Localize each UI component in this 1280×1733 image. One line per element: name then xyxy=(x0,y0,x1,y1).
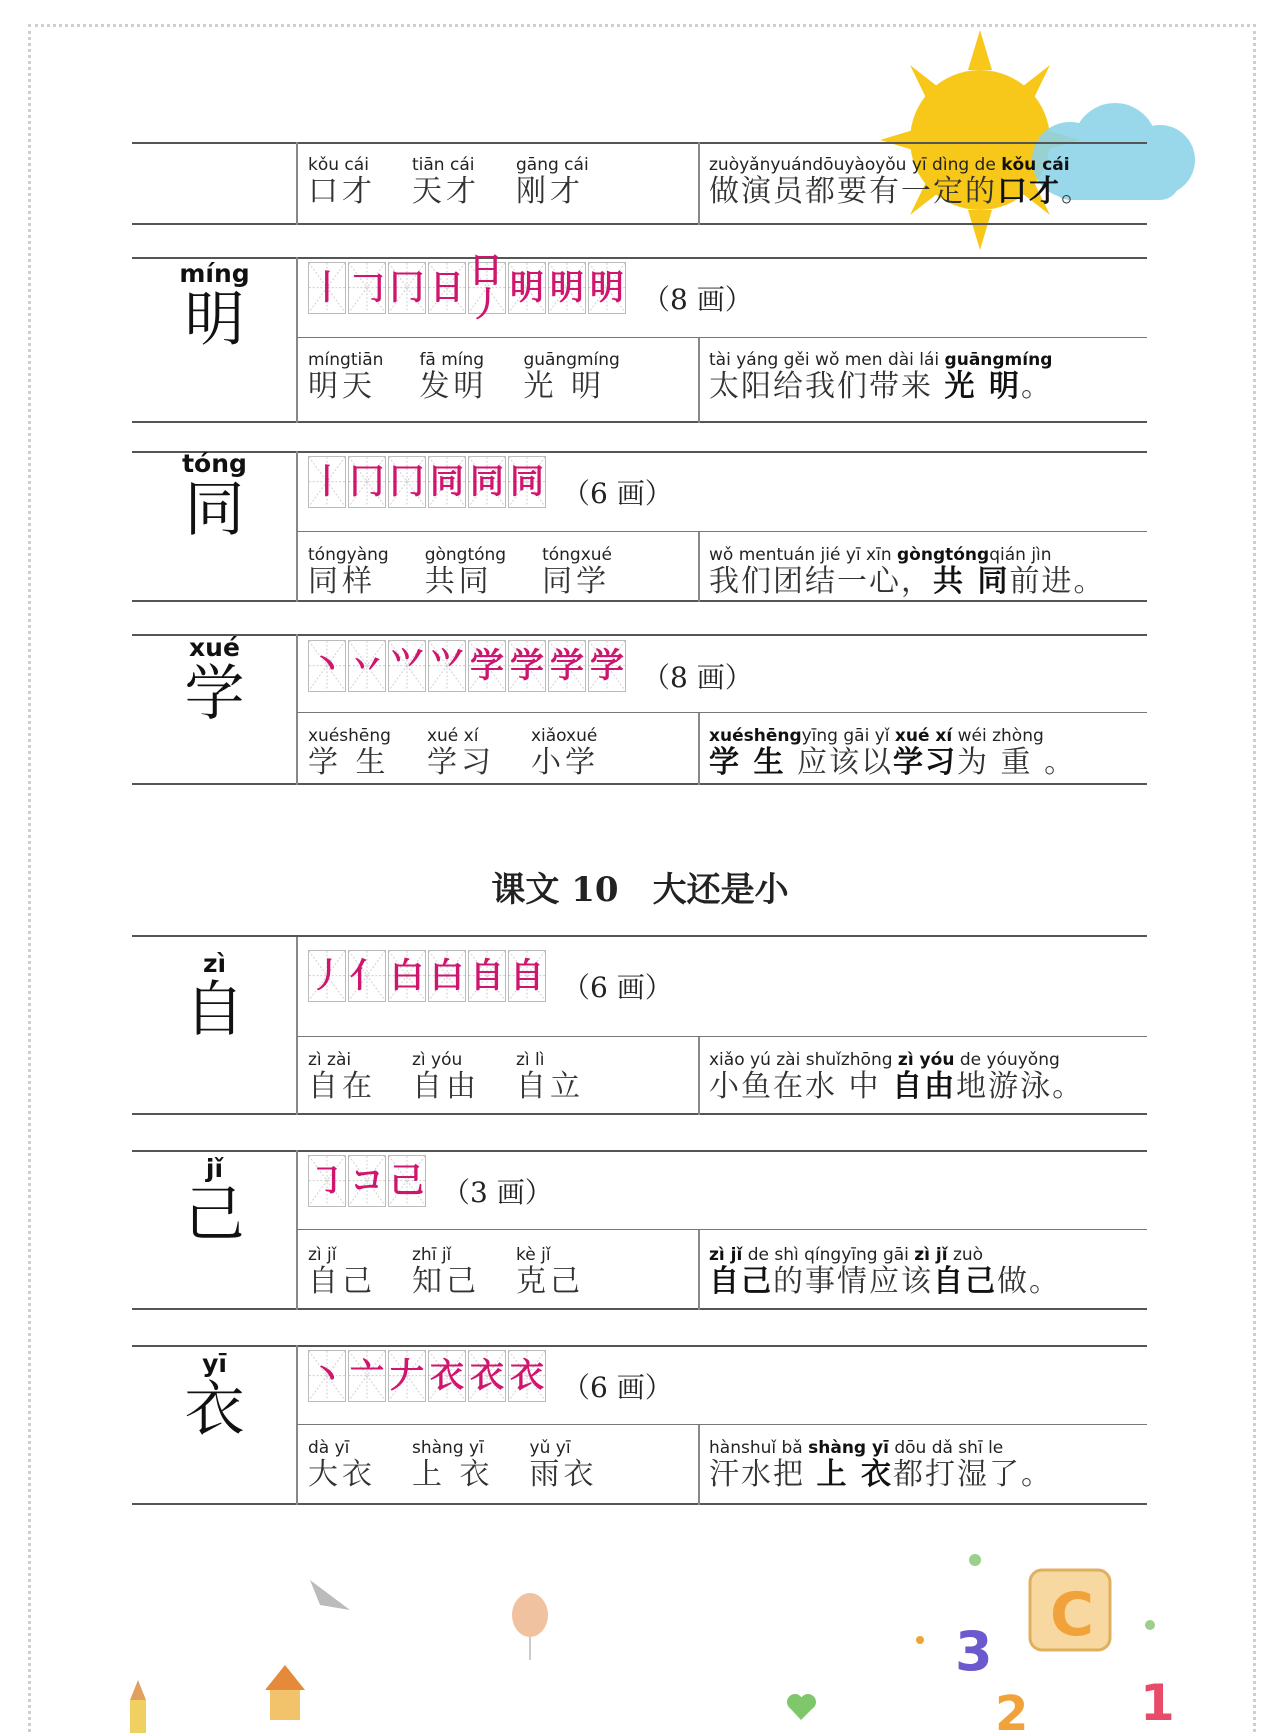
stroke-order-strip xyxy=(308,640,628,692)
stroke-cell xyxy=(348,1350,386,1402)
text-segment: xuéshēng xyxy=(709,726,802,746)
stroke-glyph: 明 xyxy=(550,268,584,308)
text-segment: qián jìn xyxy=(989,545,1052,565)
word-pinyin: gòngtóng xyxy=(424,545,507,565)
word-pinyin: zì jǐ xyxy=(308,1245,337,1265)
sentence-hanzi xyxy=(709,746,1139,780)
word-examples xyxy=(308,1050,620,1104)
stroke-order-strip xyxy=(308,1350,548,1402)
word-examples xyxy=(308,545,648,599)
word-hanzi: 刚才 xyxy=(516,174,584,209)
stroke-glyph: 丨 xyxy=(310,268,344,308)
stroke-cell xyxy=(468,251,506,325)
sentence-pinyin xyxy=(709,350,1139,370)
word-pinyin: zhī jǐ xyxy=(412,1245,452,1265)
character-glyph: 明 xyxy=(184,285,245,355)
stroke-glyph: 自 xyxy=(470,956,504,996)
text-segment: shàng yī xyxy=(808,1438,889,1458)
sentence-hanzi xyxy=(709,370,1139,404)
character-glyph: 同 xyxy=(184,475,245,545)
word-example xyxy=(308,545,389,599)
svg-text:2: 2 xyxy=(995,1686,1029,1733)
stroke-glyph: 同 xyxy=(470,462,504,502)
word-example xyxy=(531,726,599,780)
sentence-pinyin xyxy=(709,1245,1139,1265)
example-sentence xyxy=(709,1245,1139,1299)
stroke-order-strip xyxy=(308,950,548,1002)
example-sentence xyxy=(709,1438,1139,1492)
stroke-cell xyxy=(308,950,346,1002)
text-segment: hànshuǐ bǎ xyxy=(709,1438,809,1458)
word-examples xyxy=(308,726,635,780)
word-hanzi: 上 衣 xyxy=(412,1457,494,1492)
stroke-glyph: 白 xyxy=(390,956,424,996)
text-segment: 做。 xyxy=(997,1264,1061,1299)
sentence-pinyin xyxy=(709,726,1139,746)
balloon-icon xyxy=(512,1593,548,1660)
text-segment: wǒ mentuán jié yī xīn xyxy=(709,545,897,565)
stroke-glyph: 丶 xyxy=(310,1356,344,1396)
text-segment: 我们团结一心， xyxy=(709,564,933,599)
row-top-rule xyxy=(132,1345,1147,1347)
lesson-title: 课文 10 大还是小 xyxy=(491,870,789,910)
stroke-glyph: 己 xyxy=(390,1161,424,1201)
word-pinyin: xué xí xyxy=(426,726,479,746)
sentence-divider xyxy=(698,531,700,602)
word-pinyin: zì lì xyxy=(516,1050,545,1070)
svg-text:1: 1 xyxy=(1140,1674,1175,1732)
word-hanzi: 光 明 xyxy=(523,369,605,404)
word-example xyxy=(523,350,619,404)
strokes-rule xyxy=(297,1036,1147,1037)
sentence-hanzi xyxy=(709,565,1139,599)
stroke-count: （6 画） xyxy=(562,971,673,1004)
stroke-cell xyxy=(428,640,466,692)
character-heading xyxy=(132,1349,297,1445)
word-hanzi: 口才 xyxy=(308,174,376,209)
word-examples xyxy=(308,1245,620,1299)
stroke-cell xyxy=(588,640,626,692)
character-glyph: 己 xyxy=(184,1180,245,1250)
character-pinyin: yī xyxy=(202,1349,227,1378)
character-pinyin: míng xyxy=(179,259,250,288)
stroke-cell xyxy=(348,1155,386,1207)
text-segment: 太阳给我们带来 xyxy=(709,369,945,404)
row-bottom-rule xyxy=(132,1308,1147,1310)
word-example xyxy=(412,1438,494,1492)
sentence-divider xyxy=(698,337,700,423)
word-example xyxy=(516,1050,584,1104)
row-bottom-rule xyxy=(132,1113,1147,1115)
number-two-icon xyxy=(995,1686,1028,1733)
sentence-divider xyxy=(698,1229,700,1310)
word-example xyxy=(530,1438,598,1492)
stroke-glyph: 冂 xyxy=(350,462,384,502)
word-example xyxy=(427,726,495,780)
word-pinyin: tóngxué xyxy=(542,545,613,565)
text-segment: guāngmíng xyxy=(944,350,1053,370)
text-segment: 自己 xyxy=(709,1264,773,1299)
text-segment: 上 衣 xyxy=(816,1457,893,1492)
stroke-cell xyxy=(428,950,466,1002)
text-segment: 共 同 xyxy=(933,564,1010,599)
letter-c-block-icon xyxy=(1030,1570,1110,1650)
text-segment: 自己 xyxy=(933,1264,997,1299)
stroke-glyph: 学 xyxy=(550,646,584,686)
stroke-cell xyxy=(348,950,386,1002)
stroke-cell xyxy=(508,1350,546,1402)
word-pinyin: fā míng xyxy=(419,350,485,370)
stroke-cell xyxy=(508,456,546,508)
word-pinyin: zì yóu xyxy=(412,1050,463,1070)
stroke-glyph: 明 xyxy=(510,268,544,308)
sentence-divider xyxy=(698,142,700,225)
stroke-cell xyxy=(468,456,506,508)
word-hanzi: 克己 xyxy=(516,1264,584,1299)
text-segment: de shì qíngyīng gāi xyxy=(742,1245,915,1265)
character-entry xyxy=(132,142,1147,225)
word-pinyin: shàng yī xyxy=(412,1438,484,1458)
stroke-glyph: 学 xyxy=(590,646,624,686)
word-example xyxy=(308,1438,376,1492)
sentence-pinyin xyxy=(709,155,1139,175)
sentence-divider xyxy=(698,1036,700,1115)
lesson-rule xyxy=(132,935,1147,937)
word-pinyin: guāngmíng xyxy=(523,350,620,370)
stroke-cell xyxy=(508,950,546,1002)
stroke-glyph: ⺍ xyxy=(390,646,424,686)
stroke-cell xyxy=(388,640,426,692)
word-example xyxy=(412,1245,480,1299)
row-top-rule xyxy=(132,1150,1147,1152)
character-pinyin: tóng xyxy=(182,449,247,478)
stroke-cell xyxy=(388,950,426,1002)
word-example xyxy=(412,155,480,209)
word-example xyxy=(516,155,589,209)
stroke-count: （6 画） xyxy=(562,1371,673,1404)
stroke-count: （6 画） xyxy=(562,477,673,510)
stroke-glyph: 学 xyxy=(470,646,504,686)
stroke-glyph: 日丿 xyxy=(469,251,503,325)
word-pinyin: tóngyàng xyxy=(308,545,389,565)
row-top-rule xyxy=(132,257,1147,259)
character-glyph: 学 xyxy=(184,659,245,729)
stroke-glyph: 同 xyxy=(510,462,544,502)
text-segment: zuò xyxy=(947,1245,984,1265)
stroke-count: （3 画） xyxy=(442,1176,553,1209)
svg-text:3: 3 xyxy=(955,1620,993,1683)
stroke-cell xyxy=(388,1155,426,1207)
word-examples xyxy=(308,155,625,209)
sentence-pinyin xyxy=(709,1050,1139,1070)
word-hanzi: 自在 xyxy=(308,1069,376,1104)
text-segment: 前进。 xyxy=(1009,564,1106,599)
word-examples xyxy=(308,1438,634,1492)
word-hanzi: 知己 xyxy=(412,1264,480,1299)
character-heading xyxy=(132,259,297,355)
character-pinyin: jǐ xyxy=(205,1154,224,1183)
row-bottom-rule xyxy=(132,600,1147,602)
text-segment: 为 重 。 xyxy=(957,745,1077,780)
strokes-rule xyxy=(297,712,1147,713)
svg-text:C: C xyxy=(1050,1580,1095,1650)
stroke-cell xyxy=(428,262,466,314)
word-example xyxy=(308,350,383,404)
character-entry xyxy=(132,634,1147,785)
stroke-glyph: 衣 xyxy=(470,1356,504,1396)
stroke-glyph: 学 xyxy=(510,646,544,686)
stroke-glyph: 衣 xyxy=(430,1356,464,1396)
word-pinyin: dà yī xyxy=(308,1438,350,1458)
text-segment: 都打湿了。 xyxy=(893,1457,1053,1492)
text-segment: 光 明 xyxy=(944,369,1021,404)
text-segment: de yóuyǒng xyxy=(954,1050,1060,1070)
stroke-glyph: 衣 xyxy=(510,1356,544,1396)
word-hanzi: 大衣 xyxy=(308,1457,376,1492)
sentence-pinyin xyxy=(709,1438,1139,1458)
word-pinyin: zì zài xyxy=(308,1050,352,1070)
stroke-cell xyxy=(388,262,426,314)
stroke-cell xyxy=(508,262,546,314)
stroke-cell xyxy=(428,1350,466,1402)
text-segment: 汗水把 xyxy=(709,1457,817,1492)
word-pinyin: xuéshēng xyxy=(308,726,391,746)
stroke-glyph: 白 xyxy=(430,956,464,996)
example-sentence xyxy=(709,1050,1139,1104)
house-icon xyxy=(265,1665,305,1720)
stroke-cell xyxy=(468,950,506,1002)
stroke-glyph: 自 xyxy=(510,956,544,996)
character-heading xyxy=(132,949,297,1045)
stroke-cell xyxy=(428,456,466,508)
stroke-cell xyxy=(348,262,386,314)
stroke-order-strip xyxy=(308,456,548,508)
sentence-divider xyxy=(698,712,700,785)
strokes-rule xyxy=(297,1229,1147,1230)
stroke-cell xyxy=(308,640,346,692)
character-entry xyxy=(132,451,1147,602)
stroke-glyph: 同 xyxy=(430,462,464,502)
stroke-glyph: 丿 xyxy=(310,956,344,996)
word-hanzi: 自己 xyxy=(308,1264,376,1299)
sentence-divider xyxy=(698,1424,700,1505)
character-pinyin: zì xyxy=(202,949,227,978)
word-example xyxy=(308,1050,376,1104)
word-hanzi: 同样 xyxy=(308,564,376,599)
word-hanzi: 发明 xyxy=(419,369,488,404)
word-hanzi: 学习 xyxy=(426,745,495,780)
word-pinyin: yǔ yī xyxy=(529,1438,571,1458)
word-examples xyxy=(308,350,656,404)
character-glyph: 自 xyxy=(184,975,245,1045)
word-example xyxy=(542,545,612,599)
text-segment: 学 生 xyxy=(709,745,786,780)
example-sentence xyxy=(709,545,1139,599)
text-segment: 应该以 xyxy=(785,745,893,780)
text-segment: 小鱼在水 中 xyxy=(709,1069,893,1104)
word-hanzi: 共同 xyxy=(424,564,493,599)
character-heading xyxy=(132,449,297,545)
text-segment: 。 xyxy=(1021,369,1053,404)
row-bottom-rule xyxy=(132,421,1147,423)
character-entry xyxy=(132,935,1147,1115)
number-three-icon xyxy=(955,1620,993,1683)
text-segment: zuòyǎnyuándōuyàoyǒu yī dìng de xyxy=(709,155,1002,175)
stroke-glyph: 明 xyxy=(590,268,624,308)
text-segment: zì yóu xyxy=(897,1050,955,1070)
stroke-cell xyxy=(388,456,426,508)
word-example xyxy=(308,1245,376,1299)
stroke-cell xyxy=(548,640,586,692)
stroke-glyph: 丷 xyxy=(350,646,384,686)
stroke-cell xyxy=(508,640,546,692)
row-bottom-rule xyxy=(132,783,1147,785)
word-pinyin: kè jǐ xyxy=(516,1245,551,1265)
stroke-cell xyxy=(308,456,346,508)
word-pinyin: kǒu cái xyxy=(308,155,369,175)
heart-icon xyxy=(787,1694,816,1720)
text-segment: 的事情应该 xyxy=(773,1264,933,1299)
text-segment: gòngtóng xyxy=(897,545,990,565)
stroke-cell xyxy=(588,262,626,314)
stroke-glyph: 丨 xyxy=(310,462,344,502)
word-hanzi: 自立 xyxy=(516,1069,584,1104)
character-entry xyxy=(132,251,1147,423)
stroke-glyph: 𠂇 xyxy=(390,1356,424,1396)
example-sentence xyxy=(709,155,1139,209)
sentence-pinyin xyxy=(709,545,1139,565)
stroke-glyph: 𠃌 xyxy=(350,268,384,308)
character-glyph: 衣 xyxy=(184,1375,245,1445)
word-hanzi: 学 生 xyxy=(308,745,390,780)
text-segment: xiǎo yú zài shuǐzhōng xyxy=(709,1050,898,1070)
word-example xyxy=(425,545,506,599)
word-example xyxy=(516,1245,584,1299)
stroke-glyph: ㇆ xyxy=(310,1161,344,1201)
text-segment: 口才 xyxy=(997,174,1061,209)
stroke-cell xyxy=(308,1350,346,1402)
stroke-glyph: 丶 xyxy=(310,646,344,686)
word-hanzi: 雨衣 xyxy=(529,1457,598,1492)
strokes-rule xyxy=(297,1424,1147,1425)
stroke-count: （8 画） xyxy=(642,283,753,316)
sentence-hanzi xyxy=(709,1458,1139,1492)
word-pinyin: míngtiān xyxy=(308,350,384,370)
text-segment: 学习 xyxy=(893,745,957,780)
sentence-hanzi xyxy=(709,175,1139,209)
plane-icon xyxy=(310,1580,350,1610)
row-bottom-rule xyxy=(132,223,1147,225)
stroke-glyph: 亻 xyxy=(350,956,384,996)
stroke-cell xyxy=(548,262,586,314)
word-pinyin: gāng cái xyxy=(516,155,589,175)
text-segment: dōu dǎ shī le xyxy=(888,1438,1004,1458)
stroke-glyph: 冂 xyxy=(390,462,424,502)
stroke-cell xyxy=(308,1155,346,1207)
stroke-cell xyxy=(348,456,386,508)
character-heading xyxy=(132,1154,297,1250)
text-segment: zì jǐ xyxy=(709,1245,743,1265)
pencil-icon xyxy=(130,1680,146,1733)
text-segment: 做演员都要有一定的 xyxy=(709,174,997,209)
sentence-hanzi xyxy=(709,1070,1139,1104)
word-example xyxy=(412,1050,480,1104)
text-segment: 自由 xyxy=(892,1069,957,1104)
strokes-rule xyxy=(297,531,1147,532)
character-entry xyxy=(132,1345,1147,1505)
word-hanzi: 明天 xyxy=(308,369,376,404)
text-segment: xué xí xyxy=(894,726,953,746)
text-segment: 。 xyxy=(1061,174,1093,209)
word-hanzi: 同学 xyxy=(542,564,611,599)
stroke-order-strip xyxy=(308,1155,428,1207)
stroke-cell xyxy=(348,640,386,692)
stroke-count: （8 画） xyxy=(642,661,753,694)
stroke-glyph: 日 xyxy=(430,268,464,308)
strokes-rule xyxy=(297,337,1147,338)
example-sentence xyxy=(709,350,1139,404)
word-example xyxy=(419,350,487,404)
stroke-glyph: 冂 xyxy=(390,268,424,308)
stroke-cell xyxy=(468,640,506,692)
stroke-order-strip xyxy=(308,251,628,325)
character-pinyin: xué xyxy=(189,633,240,662)
text-segment: kǒu cái xyxy=(1001,155,1070,175)
stroke-cell xyxy=(308,262,346,314)
text-segment: 地游泳。 xyxy=(956,1069,1085,1104)
column-divider xyxy=(296,142,298,225)
word-hanzi: 天才 xyxy=(412,174,480,209)
word-hanzi: 自由 xyxy=(412,1069,480,1104)
word-example xyxy=(308,155,376,209)
stroke-cell xyxy=(388,1350,426,1402)
word-example xyxy=(308,726,391,780)
character-heading xyxy=(132,633,297,729)
row-top-rule xyxy=(132,142,1147,144)
word-pinyin: xiǎoxué xyxy=(530,726,598,746)
word-pinyin: tiān cái xyxy=(412,155,475,175)
stroke-glyph: ⺍ xyxy=(430,646,464,686)
text-segment: tài yáng gěi wǒ men dài lái xyxy=(709,350,945,370)
stroke-glyph: 亠 xyxy=(350,1356,384,1396)
text-segment: zì jǐ xyxy=(914,1245,948,1265)
decoration-doodles xyxy=(0,1520,1280,1733)
example-sentence xyxy=(709,726,1139,780)
stroke-cell xyxy=(468,1350,506,1402)
text-segment: yīng gāi yǐ xyxy=(801,726,895,746)
character-entry xyxy=(132,1150,1147,1310)
text-segment: wéi zhòng xyxy=(952,726,1044,746)
sentence-hanzi xyxy=(709,1265,1139,1299)
number-one-icon xyxy=(1140,1674,1175,1732)
word-hanzi: 小学 xyxy=(530,745,599,780)
row-bottom-rule xyxy=(132,1503,1147,1505)
stroke-glyph: コ xyxy=(350,1161,384,1201)
